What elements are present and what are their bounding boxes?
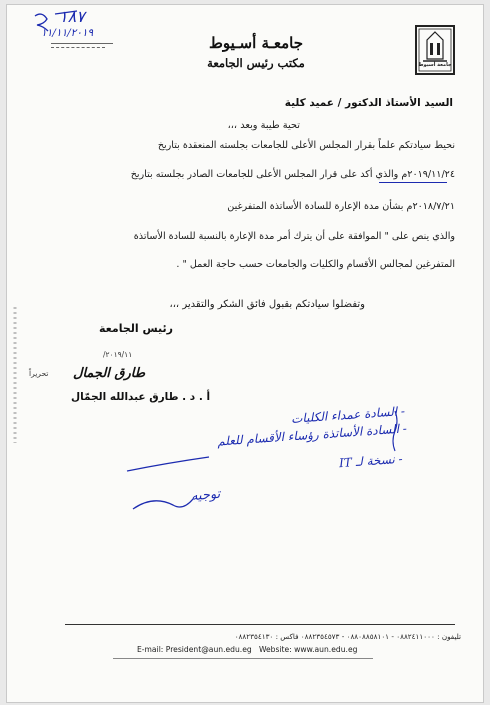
- signer-name: أ . د . طارق عبدالله الجمّال: [71, 391, 211, 403]
- university-logo: [415, 25, 455, 75]
- closing-line: وتفضلوا سيادتكم بقبول فائق الشكر والتقدير ،،،: [169, 299, 365, 310]
- reference-number: ١٨٧: [59, 7, 85, 26]
- tahrir-date: ٢٠١٩/١١/: [103, 350, 133, 359]
- body-line-4: والذي ينص على " الموافقة على أن يترك أمر مدة الإعارة بالنسبة للسادة الأساتذة: [133, 231, 455, 242]
- letter-page: [6, 4, 484, 703]
- addressee: السيد الأستاذ الدكتور / عميد كلية: [284, 97, 453, 109]
- greeting: تحية طيبة وبعد ،،،: [227, 120, 300, 131]
- tahrir-label: تحريراً: [29, 369, 49, 378]
- footer-rule-bottom: [113, 658, 373, 659]
- footer-email-web: E-mail: President@aun.edu.eg Website: www.aun.edu.eg: [137, 645, 358, 654]
- body-line-5: المتفرغين لمجالس الأقسام والكليات والجامعات حسب حاجة العمل " .: [176, 259, 455, 270]
- footer-phones: تليفون : ٠٨٨٢٤١١٠٠٠ - ٠٨٨٠٨٨٥٨١٠١ - ٠٨٨٢٣٥٤٥٧٣ فاكس : ٠٨٨٢٣٥٤١٣٠: [234, 632, 461, 641]
- body-line-1: نحيط سيادتكم علماً بقرار المجلس الأعلى للجامعات بجلسته المنعقدة بتاريخ: [157, 140, 455, 151]
- scan-edge-mark: [10, 305, 20, 445]
- office-name: مكتب رئيس الجامعة: [207, 56, 305, 70]
- reference-date: ١١/١١/٢٠١٩: [41, 27, 94, 39]
- pen-strokes: [117, 405, 407, 485]
- handwritten-note-1: - السادة عمداء الكليات: [290, 404, 406, 426]
- body-line-3: ٢٠١٨/٧/٢١م بشأن مدة الإعارة للسادة الأساتذة المتفرغين: [227, 201, 455, 212]
- signer-title: رئيس الجامعة: [99, 322, 173, 335]
- signature: طارق الجمال: [73, 366, 146, 381]
- body-line-2: ٢٠١٩/١١/٢٤م والذي أكد على قرار المجلس الأعلى للجامعات الصادر بجلسته بتاريخ: [130, 169, 455, 180]
- handwritten-note-3: - نسخة لـ IT: [338, 451, 404, 471]
- university-name: جامعـة أسـيوط: [208, 34, 304, 52]
- handwritten-bracket: [117, 405, 407, 485]
- footer-flourish: [127, 486, 227, 519]
- logo-caption: جامعة أسيوط: [418, 62, 452, 68]
- received-stamp-lines: [51, 41, 113, 53]
- handwritten-note-2: - السادة الأساتذة رؤساء الأقسام للعلم: [216, 421, 408, 449]
- footer-rule: [65, 624, 455, 625]
- date-underline: [379, 182, 447, 183]
- handwritten-footer: توجيه: [190, 486, 221, 505]
